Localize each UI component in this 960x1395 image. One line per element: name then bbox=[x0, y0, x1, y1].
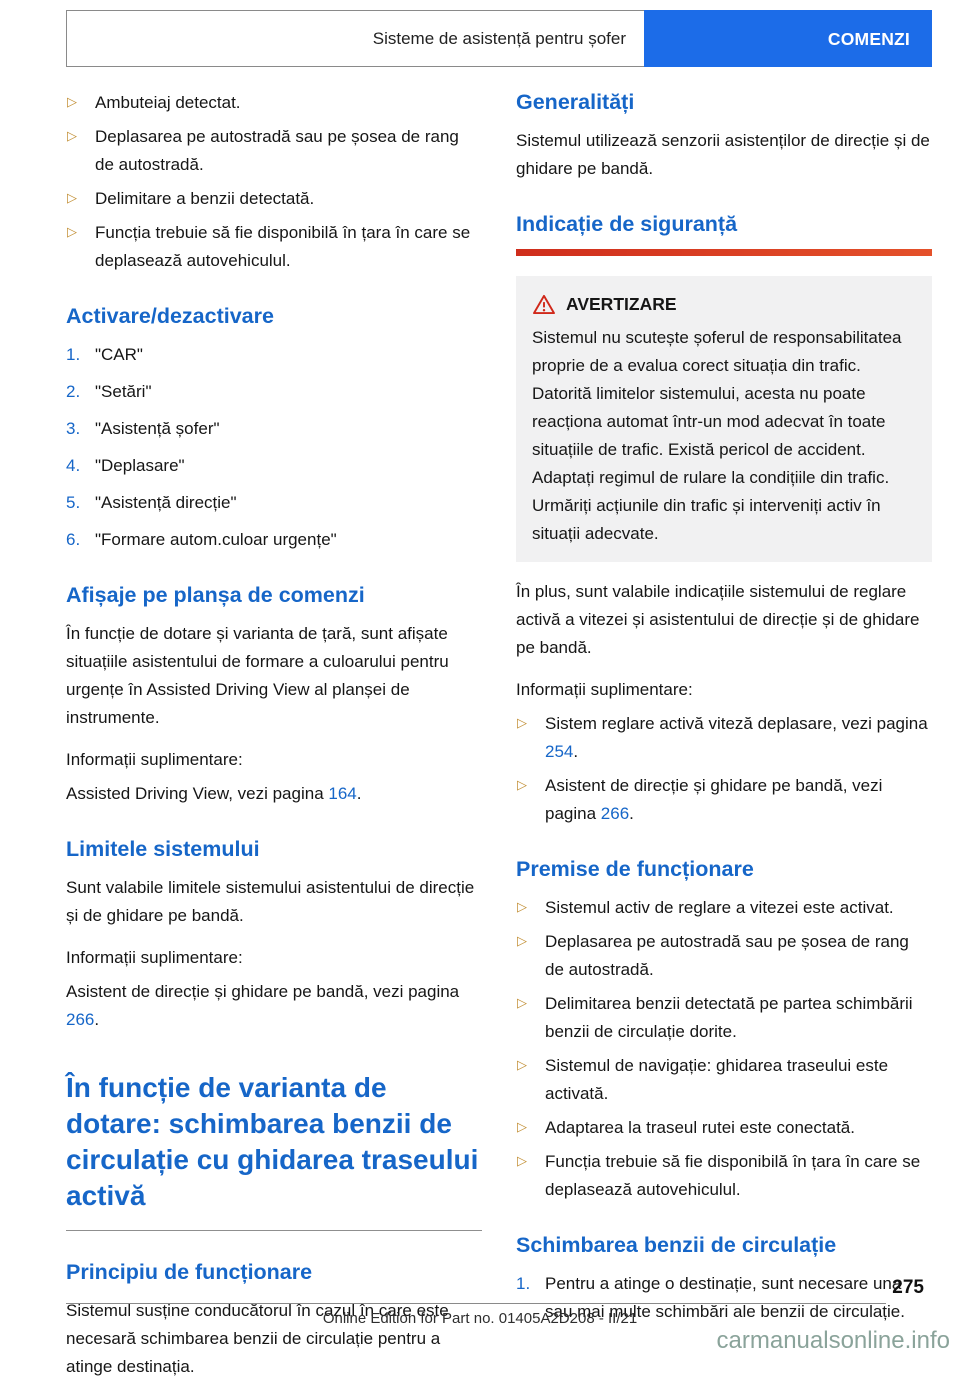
step-number: 5. bbox=[66, 493, 81, 512]
page-reference-suffix: . bbox=[356, 784, 362, 803]
more-info-label: Informații suplimentare: bbox=[516, 680, 693, 699]
warning-title: AVERTIZARE bbox=[566, 294, 677, 314]
chapter-divider bbox=[66, 1230, 482, 1231]
edition-note: Online Edition for Part no. 01405A2D208 - II/21 bbox=[322, 1310, 638, 1327]
step-number: 2. bbox=[66, 382, 81, 401]
warning-box bbox=[516, 276, 932, 562]
triangle-bullet-icon: ▷ bbox=[67, 129, 77, 144]
list-item bbox=[66, 219, 482, 275]
list-item bbox=[66, 185, 482, 213]
list-item bbox=[516, 928, 932, 984]
page-reference-suffix: . bbox=[573, 742, 579, 761]
numbered-step bbox=[66, 489, 482, 517]
warning-triangle-icon bbox=[532, 294, 556, 315]
section-heading-limitele: Limitele sistemului bbox=[66, 837, 260, 861]
step-number: 1. bbox=[516, 1274, 531, 1293]
bullet-text: Deplasarea pe autostradă sau pe șosea de rang de autostradă. bbox=[95, 127, 459, 174]
step-number: 6. bbox=[66, 530, 81, 549]
chapter-heading: În funcție de varianta de dotare: schimbarea benzii de circulație cu ghidarea traseului activă bbox=[66, 1072, 479, 1211]
page-reference bbox=[66, 978, 482, 1034]
right-column bbox=[516, 89, 932, 1395]
page-link-164[interactable]: 164 bbox=[328, 784, 357, 803]
section-title: Sisteme de asistență pentru șofer bbox=[372, 28, 626, 48]
watermark: carmanualsonline.info bbox=[716, 1327, 950, 1354]
bullet-text: Adaptarea la traseul rutei este conectată. bbox=[545, 1118, 855, 1137]
triangle-bullet-icon: ▷ bbox=[517, 1120, 527, 1135]
section-heading-generalitati: Generalități bbox=[516, 90, 635, 114]
page-header bbox=[66, 10, 932, 67]
step-text: "CAR" bbox=[95, 345, 143, 364]
page-reference-suffix: . bbox=[94, 1010, 100, 1029]
page-link-254[interactable]: 254 bbox=[545, 742, 574, 761]
page-reference-text: Asistent de direcție și ghidare pe bandă, vezi pagina bbox=[66, 982, 460, 1001]
step-text: "Deplasare" bbox=[95, 456, 185, 475]
numbered-step bbox=[66, 415, 482, 443]
intro-bullet-list bbox=[66, 89, 482, 275]
section-heading-schimbarea: Schimbarea benzii de circulație bbox=[516, 1233, 837, 1257]
section-heading-premise: Premise de funcționare bbox=[516, 857, 754, 881]
numbered-step bbox=[66, 526, 482, 554]
page-link-266[interactable]: 266 bbox=[600, 804, 630, 823]
paragraph: În funcție de dotare și varianta de țară, sunt afișate situațiile asistentului de formare a culoarului pentru urgențe în Assisted Driving View al planșei de instrumente. bbox=[66, 624, 449, 727]
footer-rule bbox=[66, 1303, 886, 1304]
triangle-bullet-icon: ▷ bbox=[67, 225, 77, 240]
paragraph: Sistemul susține conducătorul în cazul în care este necesară schimbarea benzii de circulație pentru a atinge destinația. bbox=[66, 1301, 449, 1376]
triangle-bullet-icon: ▷ bbox=[67, 191, 77, 206]
numbered-step bbox=[66, 452, 482, 480]
step-text: "Asistență șofer" bbox=[95, 419, 220, 438]
list-item bbox=[516, 772, 932, 828]
triangle-bullet-icon: ▷ bbox=[517, 900, 527, 915]
list-item bbox=[66, 89, 482, 117]
numbered-step bbox=[66, 378, 482, 406]
bullet-text: Ambuteiaj detectat. bbox=[95, 93, 241, 112]
page-number: 275 bbox=[892, 1277, 924, 1298]
page-reference-text: Sistem reglare activă viteză deplasare, vezi pagina bbox=[545, 714, 928, 733]
triangle-bullet-icon: ▷ bbox=[517, 778, 527, 793]
paragraph: În plus, sunt valabile indicațiile sistemului de reglare activă a vitezei și asistentului de direcție și de ghidare pe bandă. bbox=[516, 582, 920, 657]
step-text: "Asistență direcție" bbox=[95, 493, 237, 512]
more-info-label: Informații suplimentare: bbox=[66, 750, 243, 769]
premises-bullet-list bbox=[516, 894, 932, 1204]
safety-accent-bar bbox=[516, 249, 932, 256]
more-info-label: Informații suplimentare: bbox=[66, 948, 243, 967]
bullet-text: Delimitare a benzii detectată. bbox=[95, 189, 315, 208]
list-item bbox=[516, 894, 932, 922]
list-item bbox=[516, 710, 932, 766]
bullet-text: Sistemul activ de reglare a vitezei este activat. bbox=[545, 898, 894, 917]
list-item bbox=[516, 1114, 932, 1142]
page-reference-text: Assisted Driving View, vezi pagina bbox=[66, 784, 329, 803]
bullet-text: Deplasarea pe autostradă sau pe șosea de rang de autostradă. bbox=[545, 932, 909, 979]
page-reference-text: Asistent de direcție și ghidare pe bandă, vezi pagina bbox=[545, 776, 883, 823]
triangle-bullet-icon: ▷ bbox=[517, 934, 527, 949]
list-item bbox=[516, 1148, 932, 1204]
step-number: 3. bbox=[66, 419, 81, 438]
warning-text: Sistemul nu scutește șoferul de responsabilitatea proprie de a evalua corect situația din trafic. Datorită limitelor sistemului, acesta nu poate reacționa automat într-un mod adecvat în toate situațiile de trafic. Există pericol de accident. Adaptați regimul de rulare la condițiile din trafic. Urmăriți acțiunile din trafic și interveniți activ în situații adecvate. bbox=[532, 328, 902, 543]
triangle-bullet-icon: ▷ bbox=[517, 1154, 527, 1169]
section-heading-activare: Activare/dezactivare bbox=[66, 304, 274, 328]
warning-header bbox=[532, 290, 916, 318]
step-number: 1. bbox=[66, 345, 81, 364]
bullet-text: Funcția trebuie să fie disponibilă în țara în care se deplasează autovehiculul. bbox=[545, 1152, 921, 1199]
step-text: Pentru a atinge o destinație, sunt necesare una sau mai multe schimbări ale benzii de circulație. bbox=[545, 1274, 905, 1321]
bullet-text: Sistemul de navigație: ghidarea traseului este activată. bbox=[545, 1056, 889, 1103]
paragraph: Sunt valabile limitele sistemului asistentului de direcție și de ghidare pe bandă. bbox=[66, 878, 475, 925]
page-reference-suffix: . bbox=[629, 804, 634, 823]
reference-bullet-list bbox=[516, 710, 932, 828]
page-reference bbox=[66, 780, 482, 808]
section-heading-afisaje: Afișaje pe planșa de comenzi bbox=[66, 583, 365, 607]
triangle-bullet-icon: ▷ bbox=[517, 1058, 527, 1073]
step-text: "Setări" bbox=[95, 382, 152, 401]
step-number: 4. bbox=[66, 456, 81, 475]
bullet-text: Funcția trebuie să fie disponibilă în țara în care se deplasează autovehiculul. bbox=[95, 223, 471, 270]
triangle-bullet-icon: ▷ bbox=[67, 95, 77, 110]
chapter-badge bbox=[644, 10, 932, 67]
page-link-266[interactable]: 266 bbox=[66, 1010, 95, 1029]
list-item bbox=[66, 123, 482, 179]
section-heading-principiu: Principiu de funcționare bbox=[66, 1260, 313, 1284]
triangle-bullet-icon: ▷ bbox=[517, 716, 527, 731]
section-heading-siguranta: Indicație de siguranță bbox=[516, 212, 738, 236]
chapter-badge-label: COMENZI bbox=[827, 28, 910, 49]
list-item bbox=[516, 990, 932, 1046]
left-column bbox=[66, 89, 482, 1395]
paragraph: Sistemul utilizează senzorii asistenților de direcție și de ghidare pe bandă. bbox=[516, 131, 930, 178]
header-title-box bbox=[66, 10, 644, 67]
numbered-step bbox=[66, 341, 482, 369]
two-column-layout bbox=[66, 89, 932, 1395]
list-item bbox=[516, 1052, 932, 1108]
bullet-text: Delimitarea benzii detectată pe partea schimbării benzii de circulație dorite. bbox=[545, 994, 913, 1041]
triangle-bullet-icon: ▷ bbox=[517, 996, 527, 1011]
step-text: "Formare autom.culoar urgențe" bbox=[95, 530, 337, 549]
activation-steps-list bbox=[66, 341, 482, 554]
